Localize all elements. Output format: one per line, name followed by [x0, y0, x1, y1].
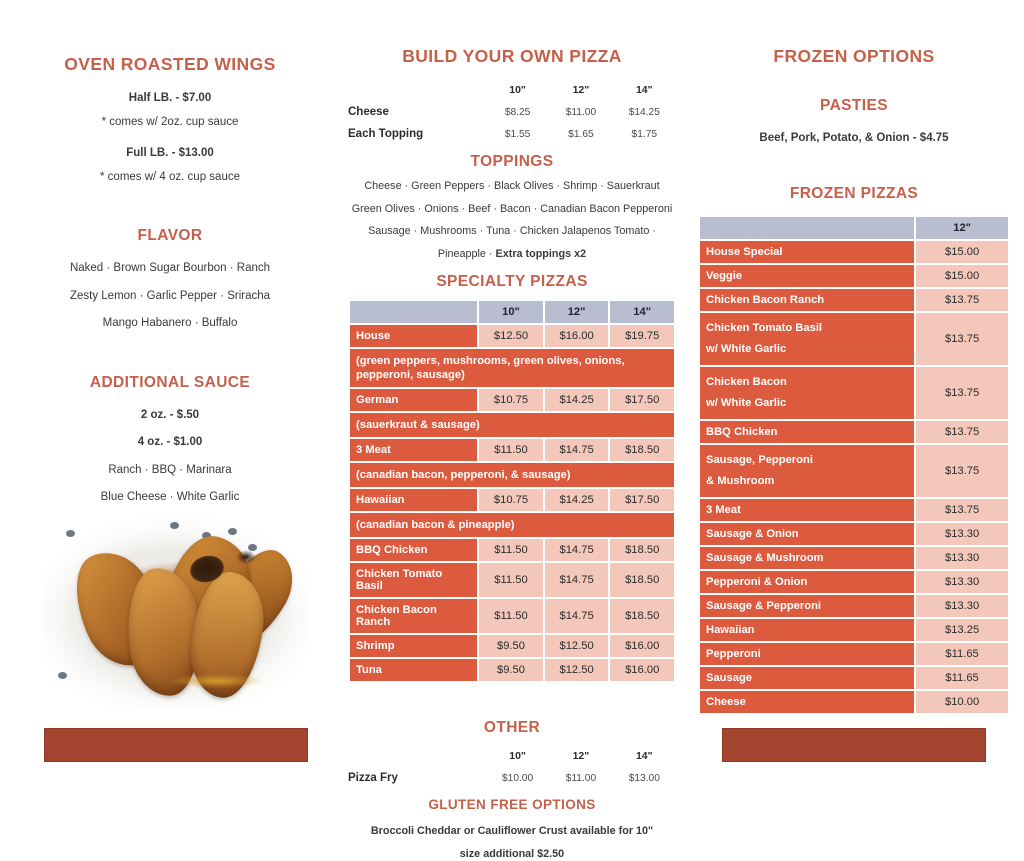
table-row	[700, 691, 1008, 713]
table-desc-row	[350, 413, 674, 437]
toppings-pineapple: Pineapple ·	[437, 247, 496, 260]
table-row	[348, 79, 676, 101]
table-row	[350, 659, 674, 681]
frozen-pizzas-table	[698, 215, 1010, 715]
specialty-chicken-tomato-basil-10: $11.50	[479, 563, 543, 597]
table-desc-row	[350, 349, 674, 387]
specialty-bbq-chicken-10: $11.50	[479, 539, 543, 561]
byo-topping-label: Each Topping	[348, 128, 424, 140]
frozen-price-pepperoni-onion: $13.30	[916, 571, 1008, 593]
specialty-desc-3-meat: (canadian bacon, pepperoni, & sausage)	[350, 463, 674, 487]
frozen-name-3-meat: 3 Meat	[700, 499, 914, 521]
specialty-hawaiian-12: $14.25	[545, 489, 609, 511]
frozen-name-chicken-tomato-basil-line2: w/ White Garlic	[706, 343, 787, 356]
other-size-14: 14"	[635, 750, 653, 763]
wings-full-lb-price: Full LB. - $13.00	[126, 147, 214, 160]
frozen-price-veggie: $15.00	[916, 265, 1008, 287]
frozen-size-12: 12"	[916, 217, 1008, 239]
specialty-header-blank	[350, 301, 477, 323]
frozen-price-hawaiian: $13.25	[916, 619, 1008, 641]
specialty-name-tuna: Tuna	[350, 659, 477, 681]
specialty-chicken-tomato-basil-14: $18.50	[610, 563, 674, 597]
frozen-price-sausage-mushroom: $13.30	[916, 547, 1008, 569]
wings-half-lb-price: Half LB. - $7.00	[128, 92, 212, 104]
toppings-line-1: Cheese · Green Peppers · Black Olives · Shrimp · Sauerkraut	[364, 180, 660, 192]
byo-cheese-10: $8.25	[504, 106, 531, 118]
specialty-pizzas-table	[348, 299, 676, 683]
frozen-pizzas-heading: FROZEN PIZZAS	[789, 184, 919, 202]
byo-topping-14: $1.75	[631, 128, 658, 140]
byo-topping-12: $1.65	[568, 128, 594, 140]
frozen-price-house-special: $15.00	[916, 241, 1008, 263]
specialty-tuna-10: $9.50	[479, 659, 543, 681]
pasties-heading: PASTIES	[820, 97, 888, 114]
specialty-chicken-bacon-ranch-12: $14.75	[545, 599, 609, 633]
build-your-own-price-table	[348, 79, 676, 145]
frozen-name-sausage-onion: Sausage & Onion	[700, 523, 914, 545]
frozen-name-sausage-pepperoni-mushroom	[700, 445, 914, 497]
table-row	[700, 499, 1008, 521]
toppings-extra-note: Extra toppings x2	[495, 247, 587, 260]
middle-column	[340, 0, 684, 860]
specialty-house-14: $19.75	[610, 325, 674, 347]
table-row	[348, 745, 676, 767]
byo-size-14: 14"	[635, 84, 653, 96]
table-row	[700, 445, 1008, 497]
frozen-price-sausage-onion: $13.30	[916, 523, 1008, 545]
other-pizza-fry-12: $11.00	[565, 772, 597, 784]
other-price-table	[348, 745, 676, 789]
other-size-10: 10"	[509, 750, 526, 763]
wings-photo-image	[42, 506, 308, 708]
specialty-chicken-bacon-ranch-10: $11.50	[479, 599, 543, 633]
table-row	[350, 563, 674, 597]
specialty-shrimp-14: $16.00	[610, 635, 674, 657]
wings-half-lb-note: * comes w/ 2oz. cup sauce	[101, 115, 239, 128]
specialty-chicken-bacon-ranch-14: $18.50	[610, 599, 674, 633]
table-row	[348, 767, 676, 789]
frozen-name-chicken-bacon-line1: Chicken Bacon	[706, 376, 787, 389]
left-column	[0, 0, 340, 791]
frozen-price-bbq-chicken: $13.75	[916, 421, 1008, 443]
specialty-german-12: $14.25	[545, 389, 609, 411]
flavor-line-2: Zesty Lemon · Garlic Pepper · Sriracha	[69, 289, 271, 302]
specialty-desc-german: (sauerkraut & sausage)	[350, 413, 674, 437]
table-row	[700, 523, 1008, 545]
specialty-tuna-12: $12.50	[545, 659, 609, 681]
specialty-size-12: 12"	[545, 301, 609, 323]
toppings-line-3: Sausage · Mushrooms · Tuna · Chicken Jalapenos Tomato ·	[368, 225, 656, 238]
table-desc-row	[350, 513, 674, 537]
specialty-hawaiian-10: $10.75	[479, 489, 543, 511]
table-row	[350, 389, 674, 411]
frozen-name-hawaiian: Hawaiian	[700, 619, 914, 641]
frozen-price-chicken-tomato-basil: $13.75	[916, 313, 1008, 365]
oven-roasted-wings-heading: OVEN ROASTED WINGS	[64, 54, 276, 74]
byo-cheese-label: Cheese	[348, 106, 389, 118]
specialty-desc-house: (green peppers, mushrooms, green olives, onions, pepperoni, sausage)	[350, 349, 674, 387]
toppings-line-4	[348, 247, 676, 262]
other-pizza-fry-10: $10.00	[501, 772, 534, 784]
frozen-header-blank	[700, 217, 914, 239]
specialty-hawaiian-14: $17.50	[610, 489, 674, 511]
table-desc-row	[350, 463, 674, 487]
specialty-german-14: $17.50	[610, 389, 674, 411]
table-row	[350, 325, 674, 347]
specialty-shrimp-10: $9.50	[479, 635, 543, 657]
frozen-price-sausage-pepperoni: $13.30	[916, 595, 1008, 617]
frozen-price-pepperoni: $11.65	[916, 643, 1008, 665]
table-row	[700, 547, 1008, 569]
table-row	[700, 289, 1008, 311]
frozen-name-chicken-tomato-basil	[700, 313, 914, 365]
byo-size-12: 12"	[572, 84, 590, 96]
byo-size-row-blank	[348, 79, 486, 101]
table-header-row	[350, 301, 674, 323]
gluten-line-1: Broccoli Cheddar or Cauliflower Crust available for 10"	[370, 825, 654, 838]
table-row	[700, 265, 1008, 287]
frozen-name-bbq-chicken: BBQ Chicken	[700, 421, 914, 443]
byo-size-10: 10"	[509, 84, 526, 96]
table-row	[700, 643, 1008, 665]
specialty-house-10: $12.50	[479, 325, 543, 347]
table-row	[700, 667, 1008, 689]
frozen-name-chicken-tomato-basil-line1: Chicken Tomato Basil	[706, 322, 823, 335]
byo-cheese-12: $11.00	[565, 106, 597, 118]
specialty-name-german: German	[350, 389, 477, 411]
specialty-tuna-14: $16.00	[610, 659, 674, 681]
specialty-bbq-chicken-12: $14.75	[545, 539, 609, 561]
flavor-line-3: Mango Habanero · Buffalo	[102, 317, 238, 330]
gluten-line-2: size additional $2.50	[459, 847, 565, 860]
build-your-own-pizza-heading: BUILD YOUR OWN PIZZA	[402, 46, 622, 66]
frozen-name-sausage-mushroom: Sausage & Mushroom	[700, 547, 914, 569]
specialty-name-hawaiian: Hawaiian	[350, 489, 477, 511]
frozen-name-cheese: Cheese	[700, 691, 914, 713]
frozen-price-chicken-bacon-ranch: $13.75	[916, 289, 1008, 311]
frozen-name-sausage-pepperoni-mushroom-line1: Sausage, Pepperoni	[706, 454, 813, 467]
table-row	[700, 595, 1008, 617]
sauce-flavors-line-1: Ranch · BBQ · Marinara	[108, 463, 232, 476]
wings-full-lb-note: * comes w/ 4 oz. cup sauce	[100, 170, 240, 183]
specialty-name-house: House	[350, 325, 477, 347]
table-row	[348, 123, 676, 145]
frozen-price-cheese: $10.00	[916, 691, 1008, 713]
frozen-name-chicken-bacon	[700, 367, 914, 419]
table-row	[700, 571, 1008, 593]
table-header-row	[700, 217, 1008, 239]
frozen-options-heading: FROZEN OPTIONS	[773, 46, 935, 66]
frozen-name-veggie: Veggie	[700, 265, 914, 287]
specialty-chicken-tomato-basil-12: $14.75	[545, 563, 609, 597]
gluten-free-options-heading: GLUTEN FREE OPTIONS	[428, 797, 596, 813]
table-row	[700, 421, 1008, 443]
specialty-pizzas-heading: SPECIALTY PIZZAS	[436, 273, 588, 291]
other-heading: OTHER	[483, 719, 541, 737]
table-row	[350, 439, 674, 461]
specialty-size-10: 10"	[479, 301, 543, 323]
frozen-price-sausage-pepperoni-mushroom: $13.75	[916, 445, 1008, 497]
toppings-line-2: Green Olives · Onions · Beef · Bacon · Canadian Bacon Pepperoni	[351, 202, 673, 215]
frozen-price-3-meat: $13.75	[916, 499, 1008, 521]
wings-photo	[42, 506, 308, 708]
specialty-3-meat-10: $11.50	[479, 439, 543, 461]
specialty-3-meat-14: $18.50	[610, 439, 674, 461]
frozen-price-sausage: $11.65	[916, 667, 1008, 689]
sauce-4oz-price: 4 oz. - $1.00	[137, 436, 203, 449]
specialty-3-meat-12: $14.75	[545, 439, 609, 461]
other-pizza-fry-label: Pizza Fry	[348, 772, 398, 785]
specialty-bbq-chicken-14: $18.50	[610, 539, 674, 561]
specialty-german-10: $10.75	[479, 389, 543, 411]
specialty-name-chicken-bacon-ranch: Chicken Bacon Ranch	[350, 599, 477, 633]
frozen-name-sausage-pepperoni-mushroom-line2: & Mushroom	[706, 475, 775, 488]
byo-topping-10: $1.55	[504, 128, 531, 140]
frozen-name-sausage-pepperoni: Sausage & Pepperoni	[700, 595, 914, 617]
specialty-name-shrimp: Shrimp	[350, 635, 477, 657]
specialty-house-12: $16.00	[545, 325, 609, 347]
additional-sauce-heading: ADDITIONAL SAUCE	[89, 373, 251, 391]
table-row	[348, 101, 676, 123]
table-row	[350, 489, 674, 511]
specialty-name-bbq-chicken: BBQ Chicken	[350, 539, 477, 561]
table-row	[700, 619, 1008, 641]
frozen-name-pepperoni: Pepperoni	[700, 643, 914, 665]
specialty-name-chicken-tomato-basil: Chicken Tomato Basil	[350, 563, 477, 597]
sauce-2oz-price: 2 oz. - $.50	[140, 408, 200, 421]
frozen-name-chicken-bacon-line2: w/ White Garlic	[706, 397, 787, 410]
table-row	[700, 241, 1008, 263]
table-row	[350, 539, 674, 561]
table-row	[350, 599, 674, 633]
sauce-flavors-line-2: Blue Cheese · White Garlic	[100, 491, 240, 504]
toppings-heading: TOPPINGS	[470, 153, 554, 170]
specialty-name-3-meat: 3 Meat	[350, 439, 477, 461]
bottom-accent-bar-right	[722, 728, 986, 762]
flavor-line-1: Naked · Brown Sugar Bourbon · Ranch	[69, 262, 271, 275]
specialty-shrimp-12: $12.50	[545, 635, 609, 657]
other-size-12: 12"	[572, 750, 590, 763]
frozen-name-house-special: House Special	[700, 241, 914, 263]
other-size-row-blank	[348, 745, 486, 767]
frozen-name-sausage: Sausage	[700, 667, 914, 689]
bottom-accent-bar-left	[44, 728, 308, 762]
frozen-name-pepperoni-onion: Pepperoni & Onion	[700, 571, 914, 593]
pasties-price-line: Beef, Pork, Potato, & Onion - $4.75	[759, 132, 949, 144]
frozen-name-chicken-bacon-ranch: Chicken Bacon Ranch	[700, 289, 914, 311]
specialty-size-14: 14"	[610, 301, 674, 323]
specialty-desc-hawaiian: (canadian bacon & pineapple)	[350, 513, 674, 537]
table-row	[700, 313, 1008, 365]
right-column	[684, 0, 1024, 791]
flavor-heading: FLAVOR	[137, 227, 203, 245]
frozen-price-chicken-bacon: $13.75	[916, 367, 1008, 419]
byo-cheese-14: $14.25	[628, 106, 660, 118]
other-pizza-fry-14: $13.00	[628, 772, 660, 784]
table-row	[350, 635, 674, 657]
table-row	[700, 367, 1008, 419]
